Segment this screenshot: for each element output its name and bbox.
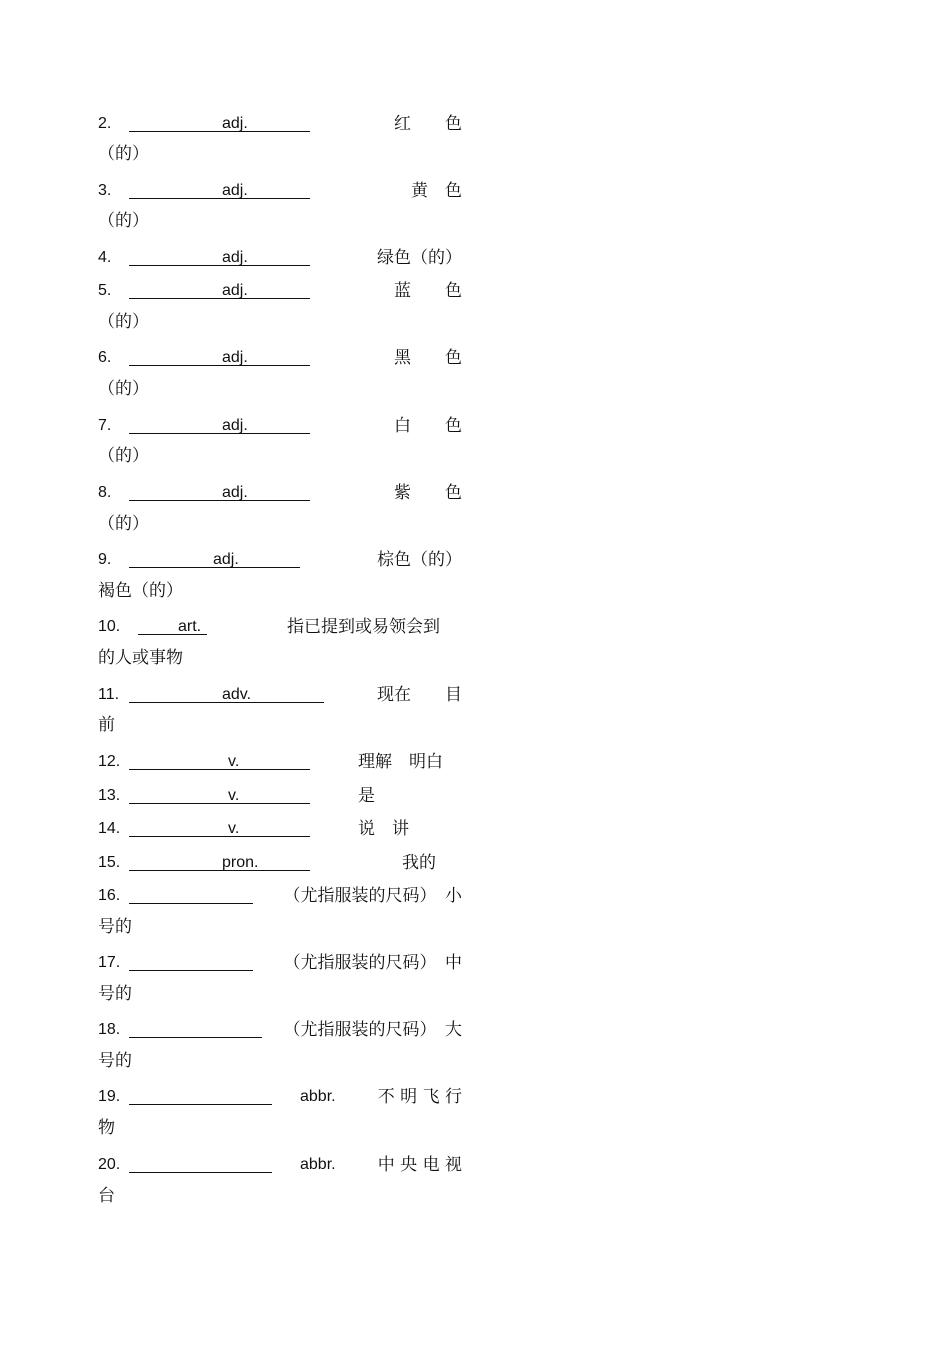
meaning-continuation: 物: [98, 1118, 115, 1138]
vocab-item: [98, 782, 462, 812]
meaning-continuation: 的人或事物: [98, 648, 183, 668]
answer-blank[interactable]: [129, 769, 310, 770]
vocab-item: [98, 412, 462, 442]
part-of-speech: art.: [178, 618, 202, 635]
answer-blank[interactable]: [129, 870, 310, 871]
answer-blank[interactable]: [129, 1104, 272, 1105]
meaning-text: 蓝 色: [394, 281, 462, 301]
meaning-text: 指已提到或易领会到: [287, 617, 440, 637]
part-of-speech: adj.: [222, 349, 248, 366]
vocab-item: [98, 748, 462, 778]
part-of-speech: abbr.: [300, 1156, 336, 1173]
item-number: 17.: [98, 954, 121, 971]
meaning-text: （尤指服装的尺码） 大: [283, 1020, 462, 1040]
meaning-text: 中 央 电 视: [377, 1155, 462, 1175]
part-of-speech: adj.: [222, 115, 248, 132]
meaning-continuation: （的）: [98, 211, 149, 231]
part-of-speech: adv.: [222, 686, 252, 703]
meaning-continuation: （的）: [98, 144, 149, 164]
vocab-item: [98, 344, 462, 374]
answer-blank[interactable]: [129, 365, 310, 366]
answer-blank[interactable]: [129, 970, 253, 971]
vocab-item: [98, 613, 462, 643]
meaning-text: 白 色: [394, 416, 462, 436]
part-of-speech: adj.: [222, 282, 248, 299]
meaning-continuation: （的）: [98, 446, 149, 466]
meaning-text: （尤指服装的尺码） 小: [283, 886, 462, 906]
part-of-speech: v.: [228, 820, 240, 837]
meaning-text: 黑 色: [394, 348, 462, 368]
vocab-item: [98, 177, 462, 207]
meaning-text: 是: [358, 786, 375, 806]
part-of-speech: v.: [228, 787, 240, 804]
answer-blank[interactable]: [129, 198, 310, 199]
meaning-text: 红 色: [394, 114, 462, 134]
vocab-item: [98, 277, 462, 307]
item-number: 10.: [98, 618, 121, 635]
item-number: 18.: [98, 1021, 121, 1038]
meaning-text: （尤指服装的尺码） 中: [283, 953, 462, 973]
vocab-item: [98, 815, 462, 845]
item-number: 20.: [98, 1156, 121, 1173]
item-number: 16.: [98, 887, 121, 904]
meaning-text: 紫 色: [394, 483, 462, 503]
meaning-text: 理解 明白: [358, 752, 443, 772]
part-of-speech: adj.: [222, 182, 248, 199]
meaning-text: 黄 色: [411, 181, 462, 201]
part-of-speech: pron.: [222, 854, 259, 871]
meaning-text: 我的: [402, 853, 436, 873]
vocab-item: [98, 882, 462, 912]
answer-blank[interactable]: [129, 1037, 262, 1038]
meaning-text: 棕色（的）: [377, 550, 462, 570]
meaning-continuation: 号的: [98, 984, 132, 1004]
meaning-continuation: 号的: [98, 917, 132, 937]
item-number: 8.: [98, 484, 112, 501]
meaning-text: 绿色（的）: [377, 248, 462, 268]
meaning-text: 不 明 飞 行: [377, 1087, 462, 1107]
meaning-text: 现在 目: [377, 685, 462, 705]
answer-blank[interactable]: [129, 500, 310, 501]
item-number: 2.: [98, 115, 112, 132]
item-number: 19.: [98, 1088, 121, 1105]
answer-blank[interactable]: [129, 131, 310, 132]
answer-blank[interactable]: [129, 265, 310, 266]
meaning-continuation: 前: [98, 715, 115, 735]
item-number: 7.: [98, 417, 112, 434]
vocab-item: [98, 110, 462, 140]
vocab-item: [98, 1083, 462, 1113]
part-of-speech: adj.: [213, 551, 239, 568]
part-of-speech: adj.: [222, 417, 248, 434]
meaning-continuation: 号的: [98, 1051, 132, 1071]
vocab-item: [98, 949, 462, 979]
vocab-item: [98, 849, 462, 879]
item-number: 3.: [98, 182, 112, 199]
meaning-text: 说 讲: [358, 819, 409, 839]
item-number: 12.: [98, 753, 121, 770]
answer-blank[interactable]: [129, 836, 310, 837]
meaning-continuation: 台: [98, 1186, 115, 1206]
item-number: 4.: [98, 249, 112, 266]
vocab-item: [98, 681, 462, 711]
answer-blank[interactable]: [129, 1172, 272, 1173]
part-of-speech: abbr.: [300, 1088, 336, 1105]
item-number: 5.: [98, 282, 112, 299]
meaning-continuation: （的）: [98, 312, 149, 332]
part-of-speech: v.: [228, 753, 240, 770]
answer-blank[interactable]: [129, 903, 253, 904]
item-number: 14.: [98, 820, 121, 837]
meaning-continuation: （的）: [98, 379, 149, 399]
item-number: 13.: [98, 787, 121, 804]
answer-blank[interactable]: [129, 298, 310, 299]
vocab-item: [98, 546, 462, 576]
vocab-item: [98, 479, 462, 509]
answer-blank[interactable]: [129, 433, 310, 434]
vocab-item: [98, 1016, 462, 1046]
item-number: 6.: [98, 349, 112, 366]
answer-blank[interactable]: [129, 803, 310, 804]
item-number: 11.: [98, 686, 120, 703]
vocab-item: [98, 1151, 462, 1181]
meaning-continuation: 褐色（的）: [98, 581, 183, 601]
item-number: 9.: [98, 551, 112, 568]
vocab-item: [98, 244, 462, 274]
meaning-continuation: （的）: [98, 514, 149, 534]
part-of-speech: adj.: [222, 484, 248, 501]
item-number: 15.: [98, 854, 121, 871]
part-of-speech: adj.: [222, 249, 248, 266]
